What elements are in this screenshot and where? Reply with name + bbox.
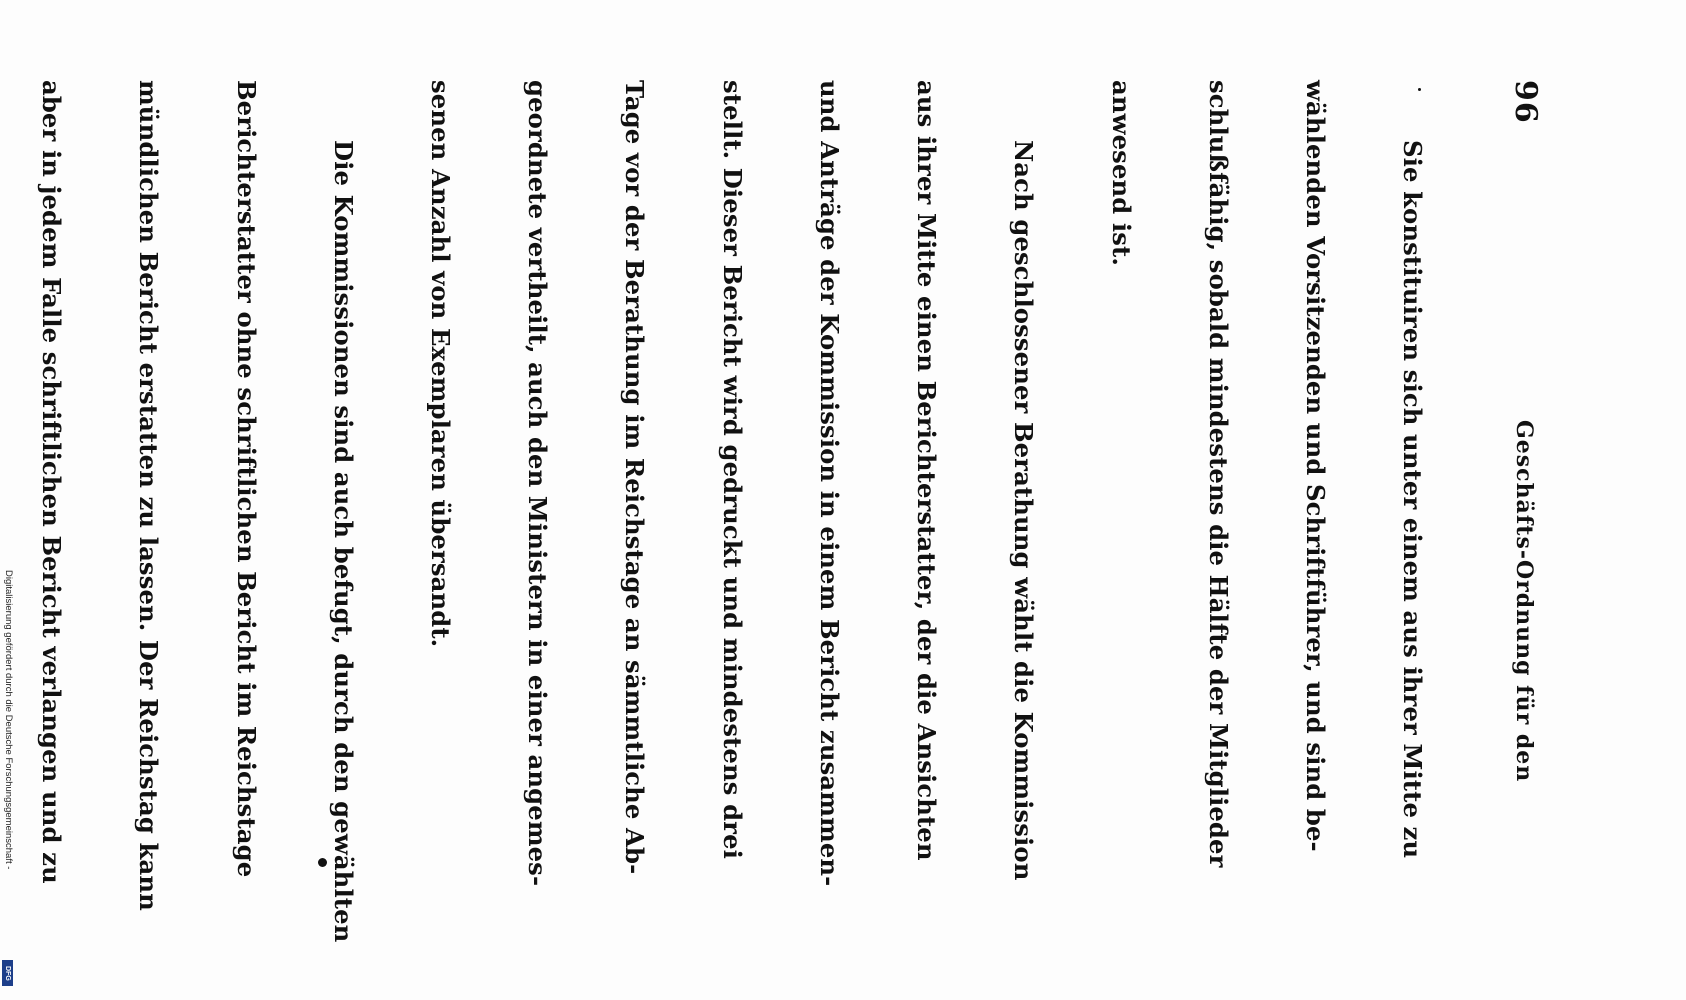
text-line: und Anträge der Kommission in einem Bericht zusammen- — [814, 80, 844, 887]
ink-blot — [318, 858, 327, 867]
rotated-book-page — [37, 80, 1543, 980]
dfg-logo: DFG — [2, 960, 13, 986]
digitization-stamp: Digitalisierung gefördert durch die Deutsche Forschungsgemeinschaft - — [3, 570, 14, 870]
page-number: 96 — [1508, 80, 1543, 124]
text-line: geordnete vertheilt, auch den Ministern in einer angemes- — [523, 80, 553, 887]
text-line: schlußfähig, sobald mindestens die Hälfte der Mitglieder — [1203, 80, 1233, 868]
text-line: Berichterstatter ohne schriftlichen Bericht im Reichstage — [231, 80, 261, 878]
text-line: mündlichen Bericht erstatten zu lassen. Der Reichstag kann — [134, 80, 164, 911]
text-line: stellt. Dieser Bericht wird gedruckt und mindestens drei — [717, 80, 747, 859]
ink-blot — [1418, 88, 1421, 91]
text-line: Tage vor der Berathung im Reichstage an sämmtliche Ab- — [620, 80, 650, 875]
body-text — [0, 80, 1493, 980]
text-line: wählenden Vorsitzenden und Schriftführer, und sind be- — [1300, 80, 1330, 852]
text-line: Nach geschlossener Berathung wählt die Kommission — [1009, 140, 1039, 881]
text-line: Die Kommissionen sind auch befugt, durch den gewählten — [328, 140, 358, 943]
text-line: senen Anzahl von Exemplaren übersandt. — [426, 80, 455, 648]
text-line: aus ihrer Mitte einen Berichterstatter, der die Ansichten — [912, 80, 942, 861]
text-line: Sie konstituiren sich unter einem aus ihrer Mitte zu — [1398, 140, 1428, 859]
running-head: Geschäfts-Ordnung für den — [1511, 420, 1537, 783]
text-line: anwesend ist. — [1106, 80, 1136, 266]
text-line: aber in jedem Falle schriftlichen Bericht verlangen und zu — [37, 80, 67, 884]
